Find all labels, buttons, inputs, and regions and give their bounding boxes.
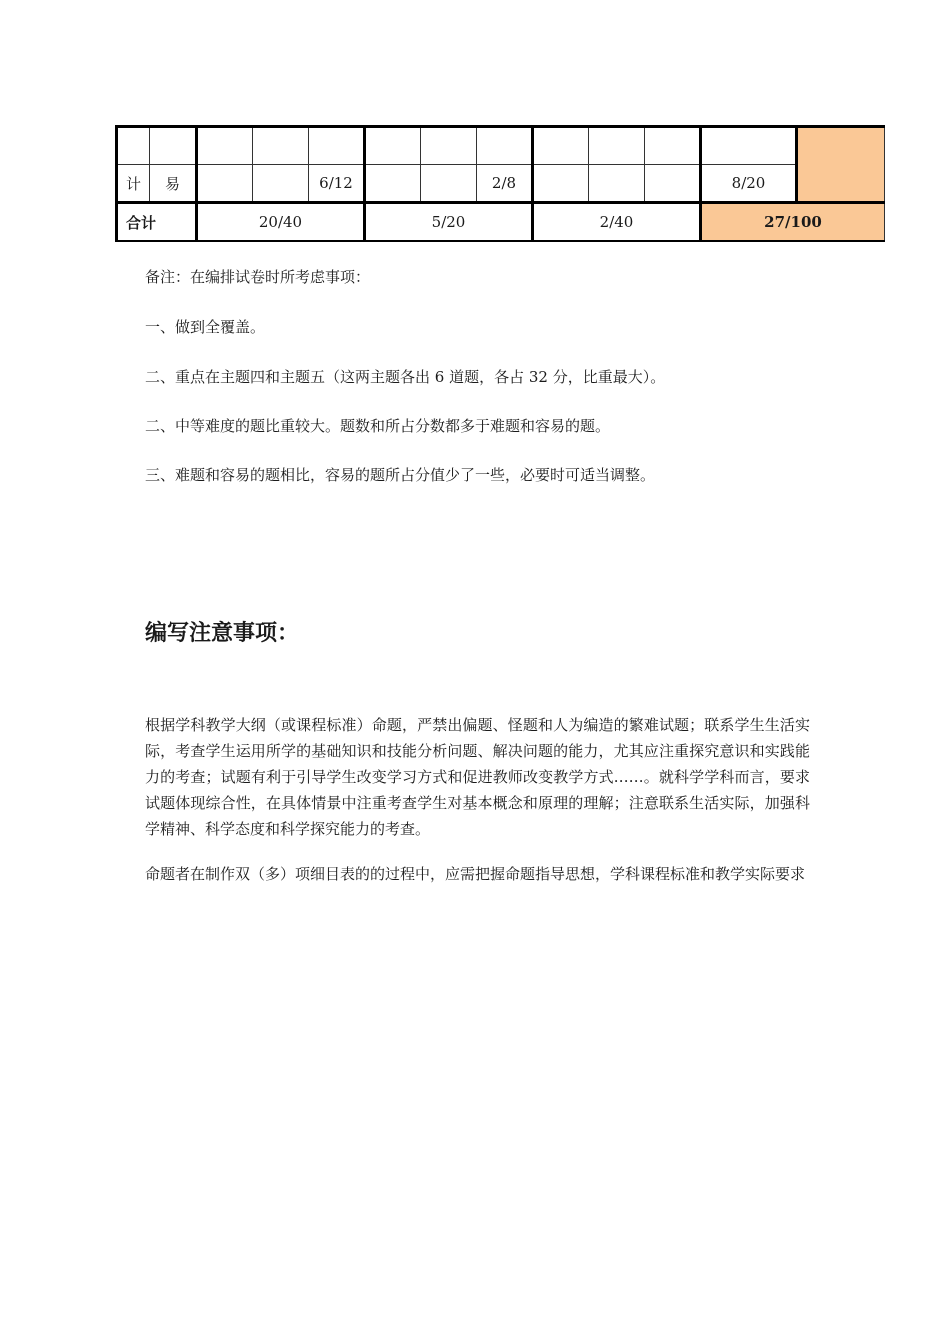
table-row-total [117,203,885,242]
total-label: 合计 [117,203,197,242]
table-cell [365,165,421,203]
note-item: 二、重点在主题四和主题五（这两主题各出 6 道题，各占 32 分，比重最大）。 [145,368,666,386]
total-cell: 2/40 [533,203,701,242]
table-cell [365,127,421,165]
table-cell: 易 [150,165,197,203]
table-cell: 2/8 [477,165,533,203]
note-item: 一、做到全覆盖。 [145,318,266,336]
table-cell [421,165,477,203]
table-cell [533,127,589,165]
table-cell [645,127,701,165]
table-cell [589,127,645,165]
note-item: 二、中等难度的题比重较大。题数和所占分数都多于难题和容易的题。 [145,417,611,435]
notes-title: 备注：在编排试卷时所考虑事项： [145,268,371,286]
table-cell [197,165,253,203]
table-cell [701,127,797,165]
note-item: 三、难题和容易的题相比，容易的题所占分值少了一些，必要时可适当调整。 [145,466,656,484]
section-heading: 编写注意事项： [145,621,300,646]
table-cell [309,127,365,165]
grand-total-cell: 27/100 [701,203,885,242]
table-cell [150,127,197,165]
table-row [117,165,885,203]
table-cell [645,165,701,203]
table-cell: 8/20 [701,165,797,203]
table-row [117,127,885,165]
table-cell [197,127,253,165]
table-cell [589,165,645,203]
table-cell [253,127,309,165]
table-cell: 计 [117,165,150,203]
table-cell: 6/12 [309,165,365,203]
table-cell [117,127,150,165]
table-cell [533,165,589,203]
table-cell [477,127,533,165]
body-paragraph: 命题者在制作双（多）项细目表的的过程中，应需把握命题指导思想，学科课程标准和教学实际要求 [145,865,806,883]
body-paragraph: 根据学科教学大纲（或课程标准）命题，严禁出偏题、怪题和人为编造的繁难试题；联系学生生活实际，考查学生运用所学的基础知识和技能分析问题、解决问题的能力，尤其应注重探究意识和实践能力的考查；试题有利于引导学生改变学习方式和促进教师改变教学方式……。就科学学科而言，要求试题体现综合性，在具体情景中注重考查学生对基本概念和原理的理解；注意联系生活实际，加强科学精神、科学态度和科学探究能力的考查。 [145,716,810,838]
total-cell: 5/20 [365,203,533,242]
table-cell-highlight [797,127,885,203]
table-cell [421,127,477,165]
spec-table [115,125,885,242]
table-cell [253,165,309,203]
total-cell: 20/40 [197,203,365,242]
